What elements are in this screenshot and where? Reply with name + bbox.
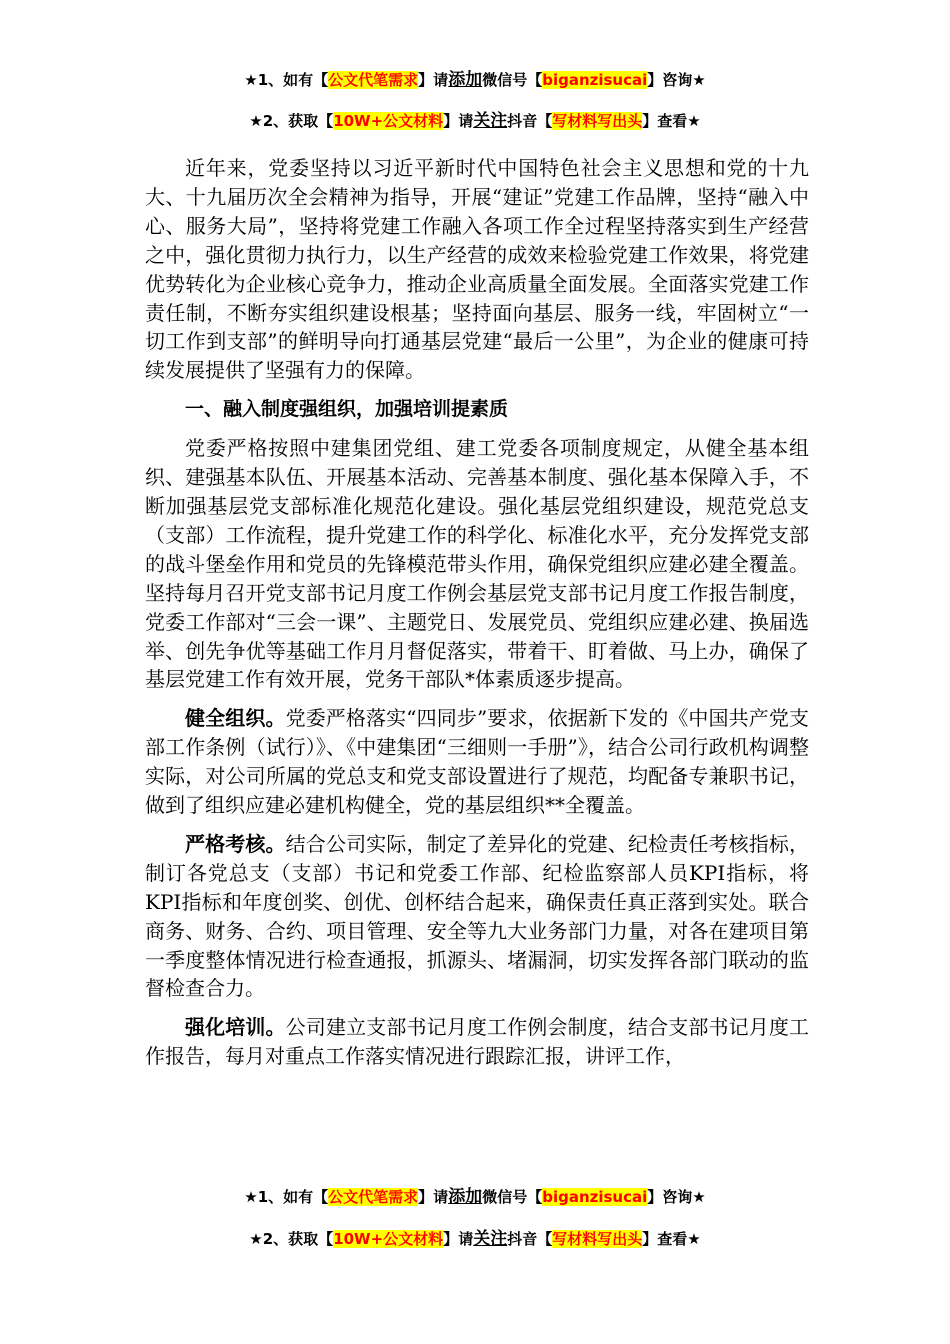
subsection-lead: 严格考核。	[185, 831, 286, 856]
subsection-paragraph	[145, 1013, 809, 1071]
banner-text: 】查看★	[642, 112, 701, 130]
banner-text: 】请	[418, 1188, 449, 1206]
banner-highlight: 10W+公文材料	[333, 1230, 444, 1248]
banner-text: 】咨询★	[647, 71, 706, 89]
subsection-paragraph	[145, 704, 809, 820]
banner-text: 抖音【	[507, 1230, 553, 1248]
top-banner-line2	[0, 110, 950, 132]
subsection-lead: 健全组织。	[185, 706, 286, 731]
subsection-text: 结合公司实际，制定了差异化的党建、纪检责任考核指标，制订各党总支（支部）书记和党委工作部、纪检监察部人员KPI指标，将KPI指标和年度创奖、创优、创杯结合起来，确保责任真正落到实处。联合商务、财务、合约、项目管理、安全等九大业务部门力量，对各在建项目第一季度整体情况进行检查通报，抓源头、堵漏洞，切实发挥各部门联动的监督检查合力。	[145, 831, 810, 1001]
banner-emphasis: 关注	[473, 111, 508, 131]
banner-text: 微信号【	[482, 1188, 543, 1206]
banner-highlight: 公文代笔需求	[328, 71, 419, 89]
section-heading: 一、融入制度强组织，加强培训提素质	[185, 398, 509, 421]
subsection-text: 党委严格落实“四同步”要求，依据新下发的《中国共产党支部工作条例（试行）》、《中建集团“三细则一手册”》，结合公司行政机构调整实际，对公司所属的党总支和党支部设置进行了规范，均配备专兼职书记，做到了组织应建必建机构健全，党的基层组织**全覆盖。	[145, 706, 810, 818]
bottom-banner-line2	[0, 1228, 950, 1250]
banner-highlight: 10W+公文材料	[333, 112, 444, 130]
banner-highlight: biganzisucai	[542, 71, 648, 89]
banner-emphasis: 添加	[448, 1187, 483, 1207]
top-banner-line1	[0, 69, 950, 91]
banner-highlight: 写材料写出头	[552, 1230, 643, 1248]
banner-text: ★2、获取【	[249, 112, 334, 130]
bottom-banner-line1	[0, 1186, 950, 1208]
banner-text: ★1、如有【	[244, 1188, 329, 1206]
intro-paragraph: 近年来，党委坚持以习近平新时代中国特色社会主义思想和党的十九大、十九届历次全会精神为指导，开展“建证”党建工作品牌，坚持“融入中心、服务大局”，坚持将党建工作融入各项工作全过程坚持落实到生产经营之中，强化贯彻力执行力，以生产经营的成效来检验党建工作效果，将党建优势转化为企业核心竞争力，推动企业高质量全面发展。全面落实党建工作责任制，不断夯实组织建设根基；坚持面向基层、服务一线，牢固树立“一切工作到支部”的鲜明导向打通基层党建“最后一公里”，为企业的健康可持续发展提供了坚强有力的保障。	[145, 156, 809, 383]
banner-text: ★1、如有【	[244, 71, 329, 89]
banner-text: 】查看★	[642, 1230, 701, 1248]
banner-text: 】请	[418, 71, 449, 89]
banner-text: 】请	[443, 112, 474, 130]
banner-text: 抖音【	[507, 112, 553, 130]
banner-highlight: 公文代笔需求	[328, 1188, 419, 1206]
banner-text: 】咨询★	[647, 1188, 706, 1206]
banner-highlight: 写材料写出头	[552, 112, 643, 130]
subsection-paragraph	[145, 830, 809, 1003]
banner-text: 微信号【	[482, 71, 543, 89]
document-body	[145, 154, 809, 1081]
banner-highlight: biganzisucai	[542, 1188, 648, 1206]
subsection-text: 公司建立支部书记月度工作例会制度，结合支部书记月度工作报告，每月对重点工作落实情况进行跟踪汇报，讲评工作，	[145, 1015, 810, 1069]
subsection-lead: 强化培训。	[185, 1015, 286, 1040]
banner-emphasis: 添加	[448, 70, 483, 90]
section-paragraph: 党委严格按照中建集团党组、建工党委各项制度规定，从健全基本组织、建强基本队伍、开展基本活动、完善基本制度、强化基本保障入手，不断加强基层党支部标准化规范化建设。强化基层党组织建设，规范党总支（支部）工作流程，提升党建工作的科学化、标准化水平，充分发挥党支部的战斗堡垒作用和党员的先锋模范带头作用，确保党组织应建必建全覆盖。坚持每月召开党支部书记月度工作例会基层党支部书记月度工作报告制度，党委工作部对“三会一课”、主题党日、发展党员、党组织应建必建、换届选举、创先争优等基础工作月月督促落实，带着干、盯着做、马上办，确保了基层党建工作有效开展，党务干部队*体素质逐步提高。	[145, 436, 809, 692]
banner-text: 】请	[443, 1230, 474, 1248]
banner-emphasis: 关注	[473, 1229, 508, 1249]
banner-text: ★2、获取【	[249, 1230, 334, 1248]
